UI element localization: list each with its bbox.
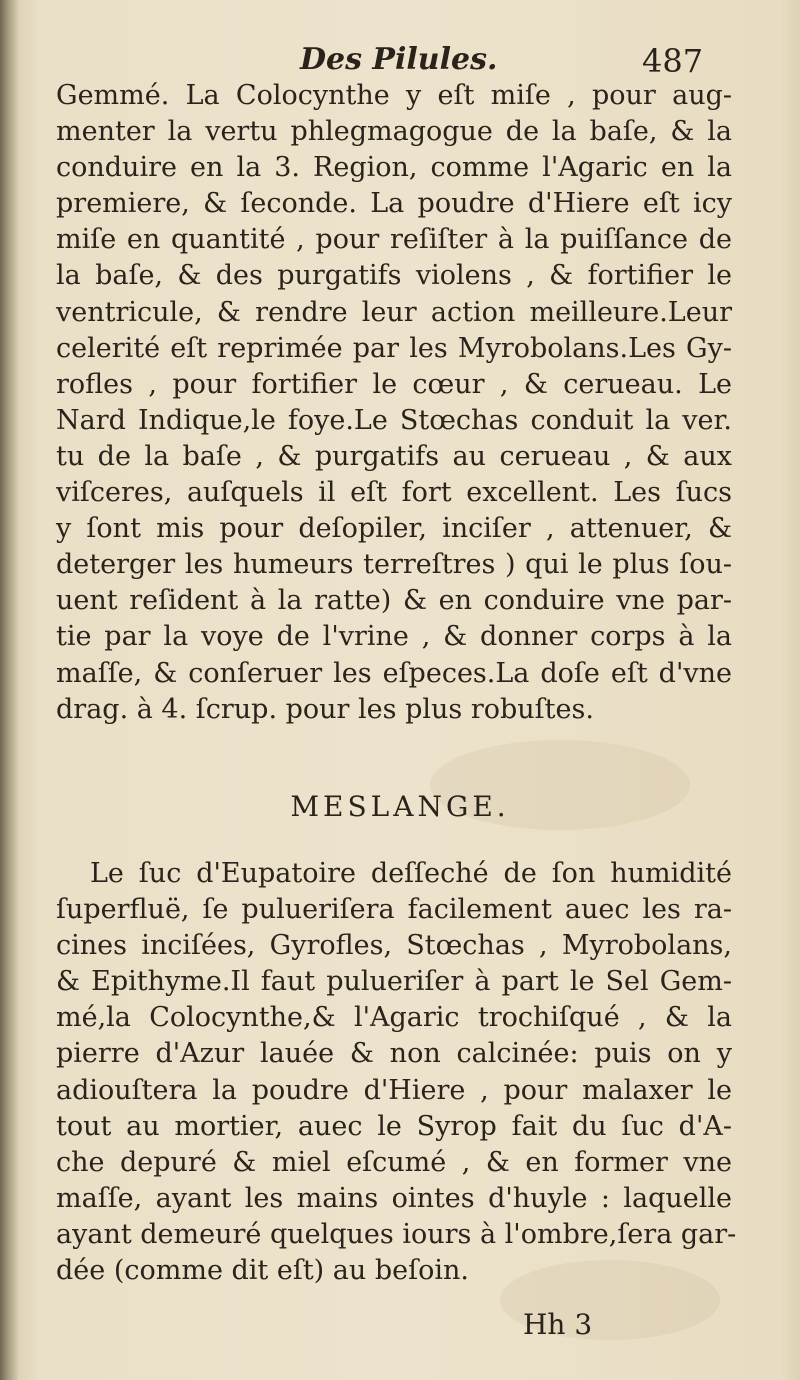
text-line: rofles , pour fortifier le cœur , & cerueau. Le: [56, 368, 732, 400]
text-line: adiouſtera la poudre d'Hiere , pour malaxer le: [56, 1074, 732, 1106]
text-line: menter la vertu phlegmagogue de la baſe, & la: [56, 116, 732, 148]
text-line: tout au mortier, auec le Syrop fait du ſuc d'A-: [56, 1110, 732, 1142]
text-line: Nard Indique,le foye.Le Stœchas conduit la ver.: [56, 404, 732, 436]
text-line: ſuperfluë, ſe pulueriſera facilement auec les ra-: [56, 894, 732, 926]
text-line: maſſe, & conſeruer les eſpeces.La doſe eſt d'vne: [56, 657, 732, 689]
text-line: tie par la voye de l'vrine , & donner corps à la: [56, 621, 732, 653]
text-line: viſceres, auſquels il eſt fort excellent. Les ſucs: [56, 477, 732, 509]
text-line: & Epithyme.Il faut pulueriſer à part le Sel Gem-: [56, 966, 732, 998]
text-line: Le ſuc d'Eupatoire deſſeché de ſon humidité: [90, 858, 732, 889]
text-line: conduire en la 3. Region, comme l'Agaric en la: [56, 152, 732, 184]
text-line: maſſe, ayant les mains ointes d'huyle : laquelle: [56, 1182, 732, 1214]
text-line: miſe en quantité , pour reſiſter à la puiſſance de: [56, 224, 732, 256]
text-line: ventricule, & rendre leur action meilleure.Leur: [56, 296, 732, 328]
text-line: premiere, & ſeconde. La poudre d'Hiere eſt icy: [56, 188, 732, 220]
text-line: dée (comme dit eſt) au beſoin.: [56, 1255, 469, 1287]
text-line: ayant demeuré quelques iours à l'ombre,ſera gar-: [56, 1218, 737, 1250]
section-heading: MESLANGE.: [290, 790, 510, 823]
text-line: drag. à 4. ſcrup. pour les plus robuſtes.: [56, 693, 594, 725]
text-line: deterger les humeurs terreſtres ) qui le plus ſou-: [56, 549, 732, 581]
paragraph-1: [56, 78, 732, 728]
page-number: 487: [642, 42, 704, 80]
paragraph-2: [56, 856, 737, 1289]
text-line: cines inciſées, Gyrofles, Stœchas , Myrobolans,: [56, 930, 732, 962]
text-line: celerité eſt reprimée par les Myrobolans.Les Gy-: [56, 332, 732, 364]
text-line: mé,la Colocynthe,& l'Agaric trochiſqué , & la: [56, 1002, 732, 1034]
binding-gutter: [0, 0, 18, 1380]
running-title: Des Pilules.: [300, 42, 498, 77]
text-line: uent reſident à la ratte) & en conduire vne par-: [56, 585, 732, 617]
text-line: y ſont mis pour deſopiler, inciſer , attenuer, &: [56, 513, 732, 545]
text-line: che depuré & miel eſcumé , & en former vne: [56, 1146, 732, 1178]
text-line: pierre d'Azur lauée & non calcinée: puis on y: [56, 1038, 732, 1070]
text-line: la baſe, & des purgatifs violens , & fortifier le: [56, 260, 732, 292]
text-line: Gemmé. La Colocynthe y eſt miſe , pour aug-: [56, 80, 732, 111]
text-line: tu de la baſe , & purgatifs au cerueau , & aux: [56, 440, 732, 472]
catchword-signature: Hh 3: [523, 1308, 593, 1341]
